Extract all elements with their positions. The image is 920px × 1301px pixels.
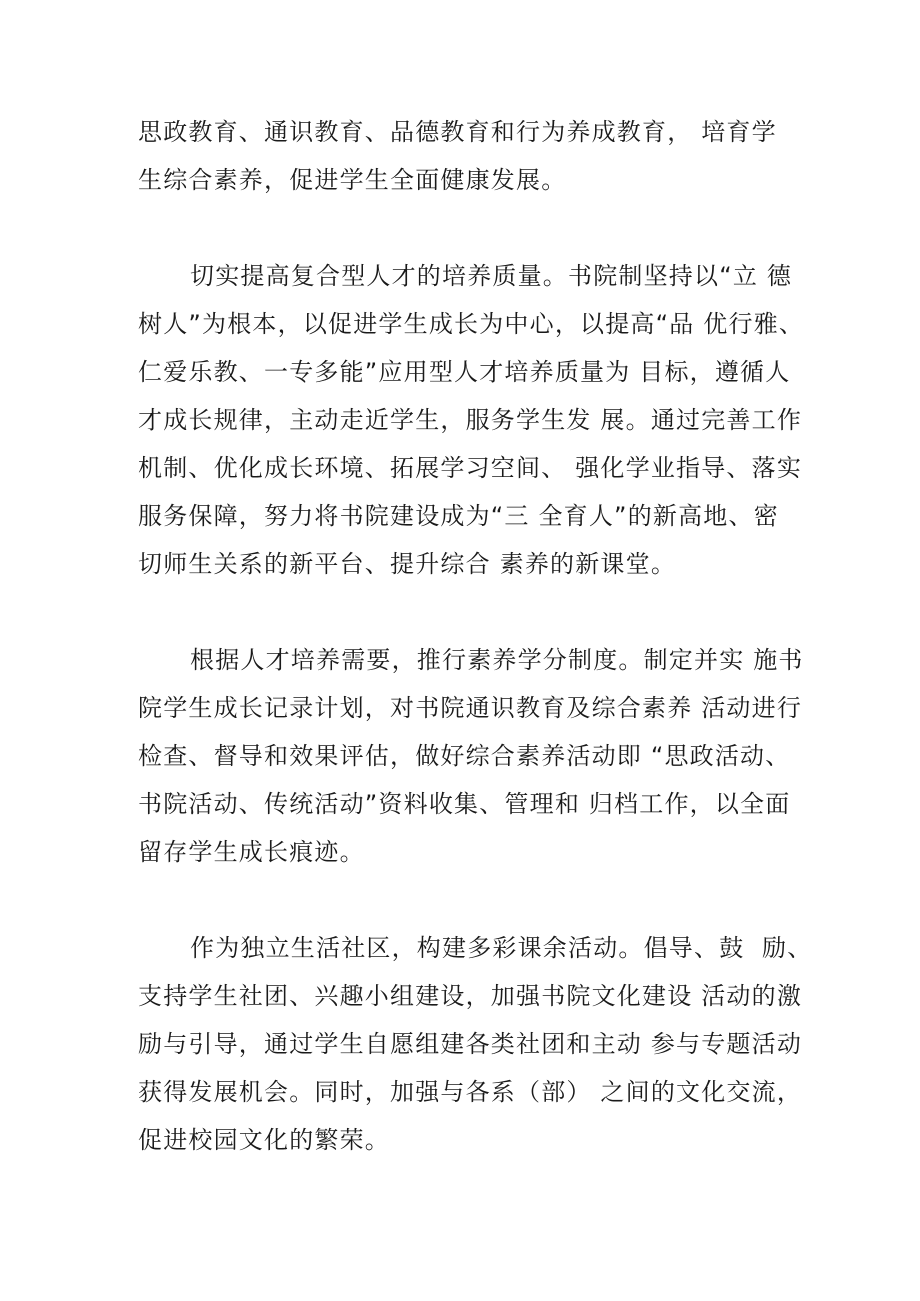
text-line: 树人”为根本，以促进学生成长为中心，以提高“品 优行雅、 (138, 310, 805, 338)
text-line: 励与引导，通过学生自愿组建各类社团和主动 参与专题活动 (138, 1030, 803, 1058)
text-line: 留存学生成长痕迹。 (138, 838, 365, 866)
text-line: 获得发展机会。同时，加强与各系（部） 之间的文化交流， (138, 1078, 803, 1106)
text-line: 支持学生社团、兴趣小组建设，加强书院文化建设 活动的激 (138, 982, 803, 1010)
text-line: 检查、督导和效果评估，做好综合素养活动即 “思政活动、 (138, 742, 791, 770)
text-line: 作为独立生活社区，构建多彩课余活动。倡导、鼓 励、 (190, 934, 813, 962)
paragraph-1 (138, 108, 818, 204)
paragraph-2 (138, 252, 818, 588)
text-line: 切师生关系的新平台、提升综合 素养的新课堂。 (138, 550, 677, 578)
text-line: 仁爱乐教、一专多能”应用型人才培养质量为 目标，遵循人 (138, 358, 791, 386)
text-line: 服务保障，努力将书院建设成为“三 全育人”的新高地、密 (138, 502, 779, 530)
text-line: 促进校园文化的繁荣。 (138, 1126, 390, 1154)
text-line: 院学生成长记录计划，对书院通识教育及综合素养 活动进行 (138, 694, 803, 722)
text-line: 切实提高复合型人才的培养质量。书院制坚持以“立 德 (190, 262, 793, 290)
text-line: 根据人才培养需要，推行素养学分制度。制定并实 施书 (190, 646, 804, 674)
paragraph-4 (138, 924, 818, 1164)
paragraph-3 (138, 636, 818, 876)
text-line: 书院活动、传统活动”资料收集、管理和 归档工作，以全面 (138, 790, 791, 818)
text-line: 生综合素养，促进学生全面健康发展。 (138, 166, 567, 194)
text-line: 才成长规律，主动走近学生，服务学生发 展。通过完善工作 (138, 406, 803, 434)
text-line: 思政教育、通识教育、品德教育和行为养成教育， 培育学 (138, 118, 777, 146)
text-line: 机制、优化成长环境、拓展学习空间、 强化学业指导、落实 (138, 454, 803, 482)
